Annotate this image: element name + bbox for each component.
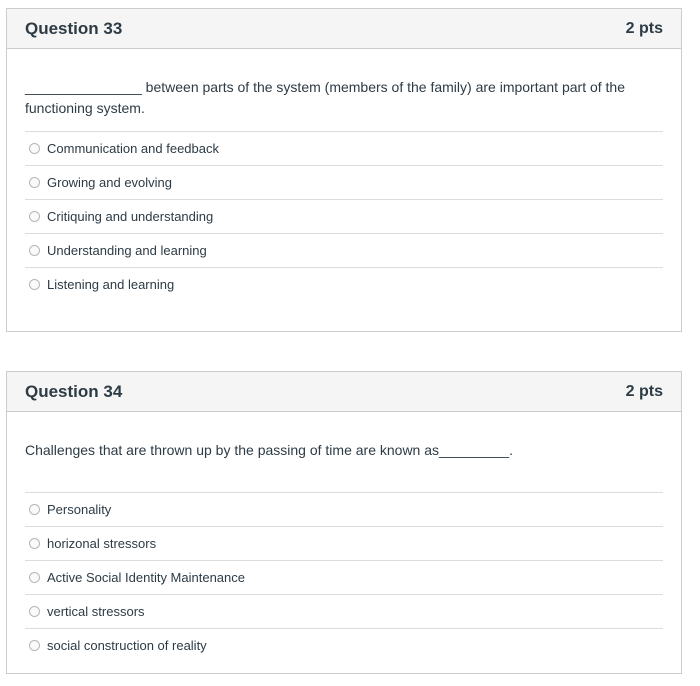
question-title: Question 34 bbox=[25, 381, 123, 401]
answer-option[interactable] bbox=[25, 131, 663, 165]
answer-label[interactable]: Communication and feedback bbox=[47, 141, 219, 156]
answer-label[interactable]: Listening and learning bbox=[47, 277, 175, 292]
radio-button[interactable] bbox=[29, 143, 40, 154]
radio-button[interactable] bbox=[29, 538, 40, 549]
question-header bbox=[7, 9, 681, 49]
radio-button[interactable] bbox=[29, 279, 40, 290]
answer-option[interactable] bbox=[25, 165, 663, 199]
answer-option[interactable] bbox=[25, 560, 663, 594]
answer-label[interactable]: Growing and evolving bbox=[47, 175, 173, 190]
radio-button[interactable] bbox=[29, 504, 40, 515]
question-points: 2 pts bbox=[625, 382, 663, 400]
answer-label[interactable]: horizonal stressors bbox=[47, 536, 157, 551]
radio-button[interactable] bbox=[29, 245, 40, 256]
question-34-card bbox=[6, 371, 682, 674]
answer-option[interactable] bbox=[25, 492, 663, 526]
radio-button[interactable] bbox=[29, 606, 40, 617]
radio-button[interactable] bbox=[29, 572, 40, 583]
answer-label[interactable]: Critiquing and understanding bbox=[47, 209, 214, 224]
answer-option[interactable] bbox=[25, 267, 663, 301]
radio-button[interactable] bbox=[29, 211, 40, 222]
radio-button[interactable] bbox=[29, 177, 40, 188]
question-text: _______________ between parts of the system (members of the family) are important part of the functioning system. bbox=[25, 79, 625, 116]
question-header bbox=[7, 372, 681, 412]
answer-option[interactable] bbox=[25, 199, 663, 233]
answer-label[interactable]: Personality bbox=[47, 502, 112, 517]
answer-label[interactable]: vertical stressors bbox=[47, 604, 145, 619]
answer-option[interactable] bbox=[25, 594, 663, 628]
answer-option[interactable] bbox=[25, 526, 663, 560]
answer-option[interactable] bbox=[25, 233, 663, 267]
question-33-card bbox=[6, 8, 682, 332]
answer-list bbox=[25, 131, 663, 301]
radio-button[interactable] bbox=[29, 640, 40, 651]
answer-label[interactable]: Understanding and learning bbox=[47, 243, 207, 258]
answer-label[interactable]: Active Social Identity Maintenance bbox=[47, 570, 245, 585]
question-title: Question 33 bbox=[25, 18, 123, 38]
answer-label[interactable]: social construction of reality bbox=[47, 638, 207, 653]
question-points: 2 pts bbox=[625, 19, 663, 37]
answer-option[interactable] bbox=[25, 628, 663, 662]
question-text: Challenges that are thrown up by the passing of time are known as_________. bbox=[25, 442, 513, 458]
answer-list bbox=[25, 492, 663, 662]
